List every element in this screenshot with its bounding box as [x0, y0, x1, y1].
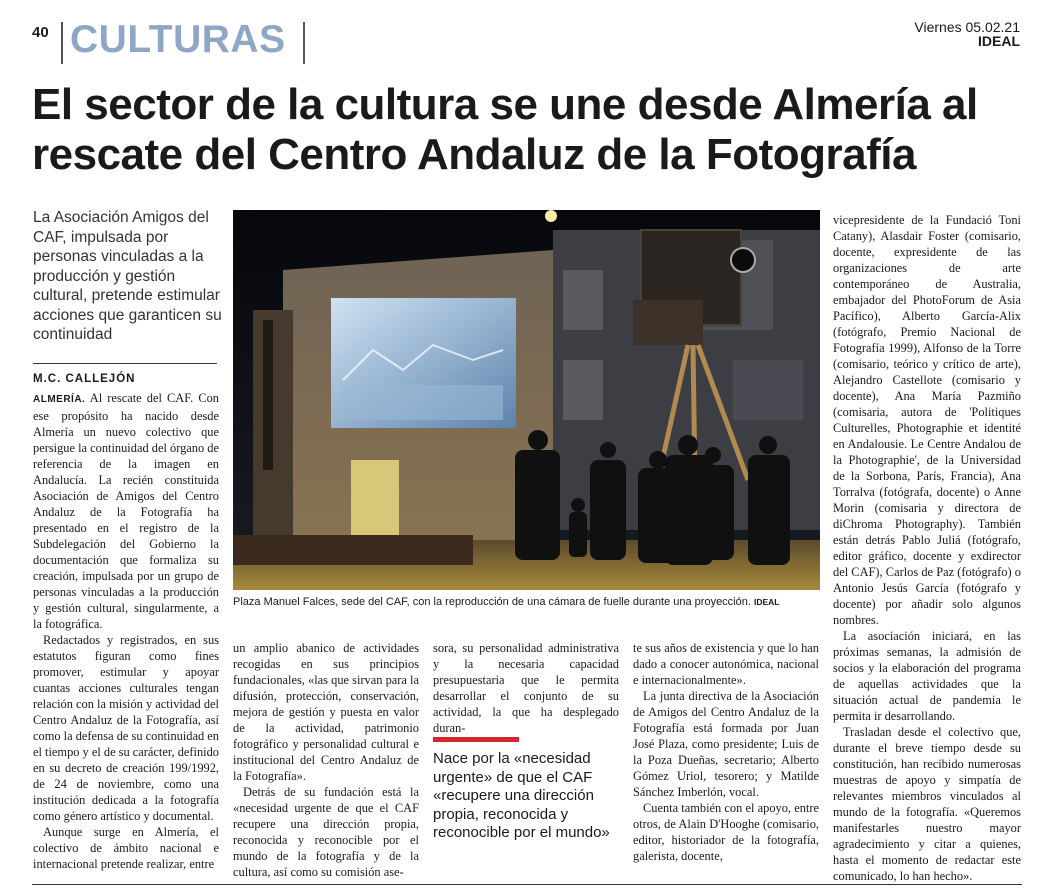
article-column-1 [33, 390, 219, 872]
paragraph: Aunque surge en Almería, el colectivo de ámbito nacional e internacional pretende realizar, entre [33, 825, 219, 871]
publication-name: IDEAL [978, 33, 1020, 49]
page-number: 40 [32, 24, 49, 41]
caption-text: Plaza Manuel Falces, sede del CAF, con la reproducción de una cámara de fuelle durante una proyección. [233, 596, 751, 608]
page-bottom-rule [32, 884, 1022, 885]
paragraph [33, 390, 219, 632]
subtitle: La Asociación Amigos del CAF, impulsada por personas vinculadas a la producción y gestión cultural, pretende estimular acciones que garanticen su continuidad [33, 209, 222, 343]
paragraph: La asociación iniciará, en las próximas semanas, la admisión de socios y la elaboración del programa de aquellas actividades que la situación actual de pandemia le permita ir desarrollando. [833, 629, 1021, 723]
pullquote: Nace por la «necesidad urgente» de que el CAF «recupere una dirección propia, reconocida y reconocible por el mundo» [433, 750, 610, 841]
section-divider-left [61, 22, 63, 64]
byline: M.C. CALLEJÓN [33, 373, 136, 385]
night-plaza-photo [233, 210, 820, 590]
article-column-4 [633, 640, 819, 864]
date-block [914, 20, 1020, 48]
paragraph: vicepresidente de la Fundació Toni Catany), Alasdair Foster (comisario, docente, expresidente de las organizaciones de arte contemporáneo de Australia, embajador del PhotoForum de Asia Pacífico), Alberto García-Alix (fotógrafo, Premio Nacional de Fotografía 1999), Alfonso de la Torre (comisario, teórico y crítico de arte), Alejandro Castellote (comisario y docente), Ana María Pazmiño (comisaria, autora de 'Politiques Culturelles, Photographie et identité en Andalousie. Le Centre Andalou de la Photographie', de la Universidad de la Sorbona, París, Francia), Ana Torralva (fotógrafa, docente) o Anne Morin (comisaria y directora de diChroma Photography). También están detrás Pablo Juliá (fotógrafo, editor gráfico, docente y exdirector del CAF), Carlos de Paz (fotógrafo) o Antonio Jesús García (fotógrafo y docente) por añadir solo algunos nombres. [833, 213, 1021, 627]
subtitle-rule [33, 363, 217, 364]
article-column-5 [833, 212, 1021, 884]
paragraph: te sus años de existencia y que lo han dado a conocer autonómica, nacional e internacionalmente». [633, 641, 819, 687]
article-column-3 [433, 640, 619, 736]
paragraph: Detrás de su fundación está la «necesidad urgente de que el CAF recupere una dirección propia, reconocida y reconocible por el mundo de la fotografía y de la cultura, así como su comisión ase- [233, 785, 419, 879]
paragraph: un amplio abanico de actividades recogidas en sus principios fundacionales, «las que sirvan para la difusión, protección, conservación, mejora de gestión y puesta en valor de la actividad, patrimonio fotográfico y personalidad cultural e institucional del Centro Andaluz de la Fotografía». [233, 641, 419, 783]
headline: El sector de la cultura se une desde Almería al rescate del Centro Andaluz de la Fotografía [32, 80, 978, 179]
pullquote-accent-bar [433, 737, 519, 742]
paragraph-text: Al rescate del CAF. Con ese propósito ha nacido desde Almería un nuevo colectivo que persigue la continuidad del órgano de referencia de la imagen en Andalucía. La recién constituida Asociación de Amigos del Centro Andaluz de la Fotografía ha presentado en el registro de la Subdelegación del Gobierno la documentación que formaliza su creación, impulsada por un grupo de personas vinculadas a la producción y gestión cultural, singularmente, a la fotográfica. [33, 391, 220, 631]
photo-credit: IDEAL [753, 597, 780, 607]
section-divider-right [303, 22, 305, 64]
dateline-city: ALMERÍA. [33, 394, 86, 405]
paragraph: Redactados y registrados, en sus estatutos figuran como fines promover, estimular y apoyar cuantas acciones culturales tengan relación con la misión y actividad del Centro Andaluz de la Fotografía, así como la defensa de su continuidad en el tiempo y el de su carácter, definido en su decreto de creación 199/1992, de 24 de noviembre, como una institución dedicada a la fotografía como género artístico y documental. [33, 633, 219, 823]
article-column-2 [233, 640, 419, 880]
paragraph: Trasladan desde el colectivo que, durante el breve tiempo desde su constitución, han recibido numerosas muestras de apoyo y simpatía de relevantes miembros vinculados al mundo de la fotografía. «Queremos manifestarles nuestro mayor agradecimiento y citar a quienes, hasta el momento de redactar este comunicado, lo han hecho». [833, 725, 1021, 883]
issue-date: Viernes 05.02.21 [914, 19, 1020, 35]
paragraph: Cuenta también con el apoyo, entre otros, de Alain D'Hooghe (comisario, editor, historiador de la fotografía, galerista, docente, [633, 801, 819, 863]
article-photo [233, 210, 820, 590]
paragraph: La junta directiva de la Asociación de Amigos del Centro Andaluz de la Fotografía está formada por Juan José Plaza, como presidente; Luis de la Poza Dueñas, secretario; Alberto Gómez Uriol, tesorero; y Matilde Sánchez Imberlón, vocal. [633, 689, 819, 799]
section-title: CULTURAS [70, 18, 286, 61]
paragraph: sora, su personalidad administrativa y la necesaria capacidad presupuestaria que le permita desarrollar el conjunto de su actividad, la que ha desplegado duran- [433, 641, 619, 735]
photo-caption [233, 595, 823, 609]
